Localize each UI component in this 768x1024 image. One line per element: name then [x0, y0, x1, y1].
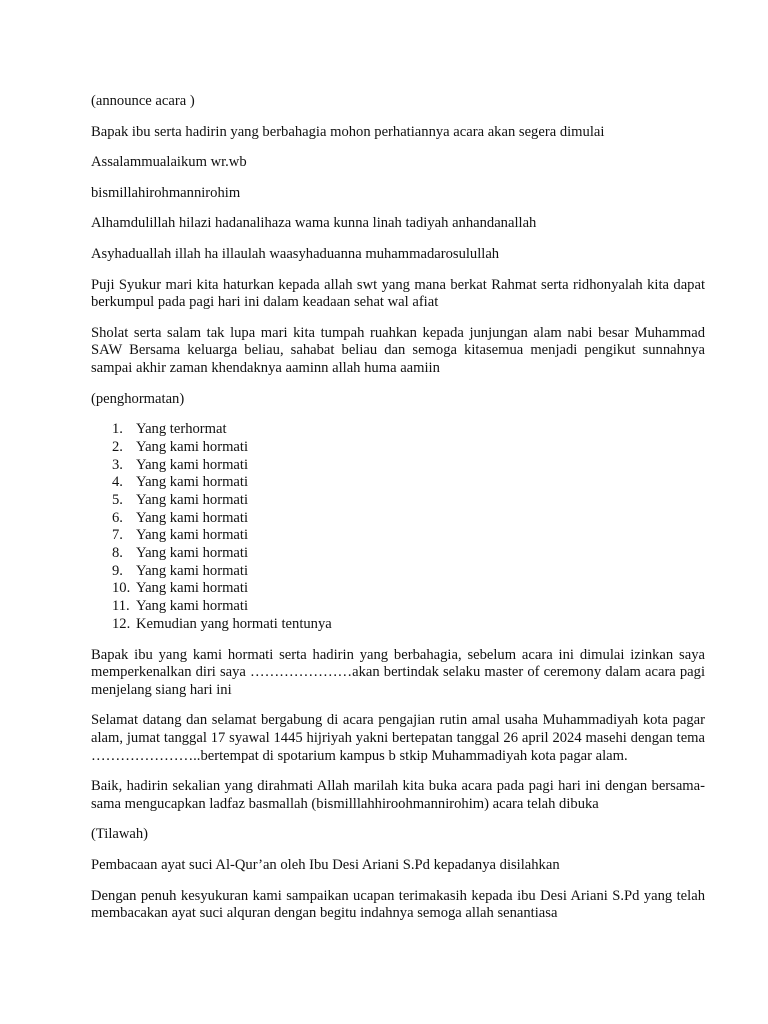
list-item: 8. Yang kami hormati	[112, 545, 249, 562]
list-text: Yang terhormat	[136, 421, 227, 438]
paragraph-alhamdulillah: Alhamdulillah hilazi hadanalihaza wama kunna linah tadiyah anhandanallah	[91, 215, 537, 232]
list-text: Yang kami hormati	[136, 438, 249, 455]
list-item: 6. Yang kami hormati	[112, 509, 249, 526]
paragraph-syahadat: Asyhaduallah illah ha illaulah waasyhaduanna muhammadarosulullah	[91, 245, 500, 262]
list-item: 10. Yang kami hormati	[112, 580, 249, 597]
list-item: 4. Yang kami hormati	[112, 474, 249, 491]
list-text: Yang kami hormati	[136, 491, 249, 508]
paragraph-sholawat: Sholat serta salam tak lupa mari kita tumpah ruahkan kepada junjungan alam nabi besar Muhammad SAW Bersama keluarga beliau, sahabat beliau dan semoga kitasemua menjadi pengikut sunnahnya sampai akhir zaman khendaknya aaminn allah huma aamiin	[91, 324, 705, 376]
paragraph-gratitude: Dengan penuh kesyukuran kami sampaikan ucapan terimakasih kepada ibu Desi Ariani S.Pd yang telah membacakan ayat suci alquran dengan begitu indahnya semoga allah senantiasa	[91, 887, 705, 922]
list-item: 9. Yang kami hormati	[112, 562, 249, 579]
paragraph-salam: Assalammualaikum wr.wb	[91, 154, 247, 171]
paragraph-recitation: Pembacaan ayat suci Al-Qur’an oleh Ibu Desi Ariani S.Pd kepadanya disilahkan	[91, 856, 560, 873]
list-text: Yang kami hormati	[136, 509, 249, 526]
list-item: 2. Yang kami hormati	[112, 438, 249, 455]
paragraph-introduction: Bapak ibu yang kami hormati serta hadirin yang berbahagia, sebelum acara ini dimulai izinkan saya memperkenalkan diri saya …………………akan bertindak selaku master of ceremony dalam acara pagi menjelang siang hari ini	[91, 646, 705, 698]
list-item: 1. Yang terhormat	[112, 421, 227, 438]
paragraph-opening: Bapak ibu serta hadirin yang berbahagia mohon perhatiannya acara akan segera dimulai	[91, 123, 605, 140]
paragraph-basmallah: bismillahirohmannirohim	[91, 184, 241, 201]
list-text: Yang kami hormati	[136, 527, 249, 544]
paragraph-penghormatan: (penghormatan)	[91, 390, 185, 407]
list-item: 7. Yang kami hormati	[112, 527, 249, 544]
paragraph-opening-prayer: Baik, hadirin sekalian yang dirahmati Allah marilah kita buka acara pada pagi hari ini dengan bersama-sama mengucapkan ladfaz basmallah (bismilllahhiroohmannirohim) acara telah dibuka	[91, 778, 705, 812]
list-text: Yang kami hormati	[136, 474, 249, 491]
list-item: 12. Kemudian yang hormati tentunya	[112, 615, 332, 632]
list-text: Yang kami hormati	[136, 580, 249, 597]
list-text: Kemudian yang hormati tentunya	[136, 615, 332, 632]
paragraph-announce: (announce acara )	[91, 93, 195, 109]
document-body	[91, 93, 705, 937]
list-item: 11. Yang kami hormati	[112, 598, 249, 615]
list-item: 3. Yang kami hormati	[112, 456, 249, 473]
list-text: Yang kami hormati	[136, 598, 249, 615]
list-item: 5. Yang kami hormati	[112, 491, 249, 508]
honorifics-list	[91, 421, 705, 633]
paragraph-welcome: Selamat datang dan selamat bergabung di acara pengajian rutin amal usaha Muhammadiyah kota pagar alam, jumat tanggal 17 syawal 1445 hijriyah yakni bertepatan tanggal 26 april 2024 masehi dengan tema …………………..bertempat di spotarium kampus b stkip Muhammadiyah kota pagar alam.	[91, 712, 705, 764]
list-text: Yang kami hormati	[136, 456, 249, 473]
list-text: Yang kami hormati	[136, 562, 249, 579]
paragraph-puji-syukur: Puji Syukur mari kita haturkan kepada allah swt yang mana berkat Rahmat serta ridhonyalah kita dapat berkumpul pada pagi hari ini dalam keadaan sehat wal afiat	[91, 276, 705, 311]
list-text: Yang kami hormati	[136, 545, 249, 562]
paragraph-tilawah: (Tilawah)	[91, 826, 149, 843]
